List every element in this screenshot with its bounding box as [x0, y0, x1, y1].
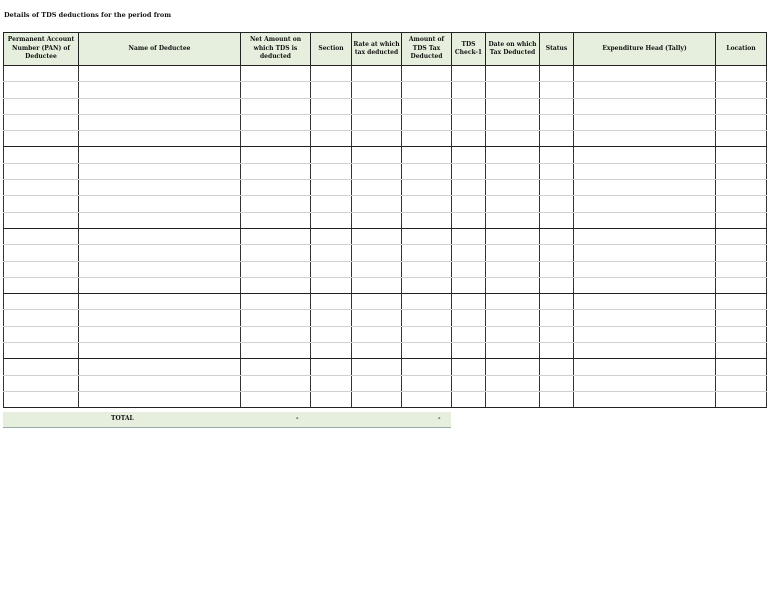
- table-cell[interactable]: [4, 147, 79, 163]
- table-cell[interactable]: [486, 261, 540, 277]
- table-cell[interactable]: [486, 326, 540, 342]
- table-cell[interactable]: [452, 343, 486, 359]
- table-cell[interactable]: [486, 375, 540, 391]
- table-cell[interactable]: [311, 114, 352, 130]
- table-cell[interactable]: [486, 359, 540, 375]
- table-cell[interactable]: [574, 180, 716, 196]
- table-cell[interactable]: [574, 359, 716, 375]
- table-cell[interactable]: [4, 196, 79, 212]
- table-cell[interactable]: [540, 66, 574, 82]
- table-cell[interactable]: [486, 66, 540, 82]
- table-cell[interactable]: [486, 212, 540, 228]
- table-cell[interactable]: [486, 294, 540, 310]
- table-cell[interactable]: [402, 131, 452, 147]
- table-cell[interactable]: [574, 131, 716, 147]
- table-cell[interactable]: [452, 294, 486, 310]
- table-row: [4, 66, 767, 82]
- table-cell[interactable]: [352, 98, 402, 114]
- table-row: [4, 294, 767, 310]
- header-deductee-name: Name of Deductee: [79, 33, 241, 66]
- table-cell[interactable]: [352, 391, 402, 407]
- table-cell[interactable]: [402, 391, 452, 407]
- table-cell[interactable]: [79, 66, 241, 82]
- table-cell[interactable]: [4, 212, 79, 228]
- table-cell[interactable]: [4, 131, 79, 147]
- table-cell[interactable]: [311, 163, 352, 179]
- table-cell[interactable]: [574, 310, 716, 326]
- table-cell[interactable]: [241, 196, 311, 212]
- table-cell[interactable]: [486, 196, 540, 212]
- table-cell[interactable]: [79, 114, 241, 130]
- table-cell[interactable]: [486, 180, 540, 196]
- table-cell[interactable]: [452, 196, 486, 212]
- table-cell[interactable]: [79, 228, 241, 244]
- table-cell[interactable]: [352, 163, 402, 179]
- table-cell[interactable]: [4, 180, 79, 196]
- table-cell[interactable]: [4, 391, 79, 407]
- table-cell[interactable]: [452, 359, 486, 375]
- table-row: [4, 131, 767, 147]
- table-row: [4, 391, 767, 407]
- table-cell[interactable]: [4, 66, 79, 82]
- header-rate: Rate at which tax deducted: [352, 33, 402, 66]
- table-cell[interactable]: [574, 375, 716, 391]
- table-cell[interactable]: [79, 82, 241, 98]
- header-status: Status: [540, 33, 574, 66]
- table-cell[interactable]: [716, 391, 767, 407]
- header-row: [4, 33, 767, 66]
- header-tds-check: TDS Check-1: [452, 33, 486, 66]
- table-cell[interactable]: [241, 359, 311, 375]
- table-cell[interactable]: [79, 98, 241, 114]
- table-cell[interactable]: [241, 163, 311, 179]
- table-cell[interactable]: [716, 163, 767, 179]
- table-cell[interactable]: [716, 310, 767, 326]
- table-cell[interactable]: [402, 228, 452, 244]
- table-cell[interactable]: [79, 277, 241, 293]
- table-cell[interactable]: [540, 196, 574, 212]
- table-cell[interactable]: [352, 294, 402, 310]
- table-cell[interactable]: [540, 294, 574, 310]
- table-cell[interactable]: [241, 375, 311, 391]
- table-row: [4, 147, 767, 163]
- table-cell[interactable]: [574, 228, 716, 244]
- table-row: [4, 180, 767, 196]
- table-cell[interactable]: [452, 326, 486, 342]
- table-cell[interactable]: [4, 277, 79, 293]
- table-cell[interactable]: [4, 310, 79, 326]
- table-row: [4, 163, 767, 179]
- table-cell[interactable]: [574, 98, 716, 114]
- table-cell[interactable]: [486, 245, 540, 261]
- table-cell[interactable]: [4, 359, 79, 375]
- table-cell[interactable]: [716, 326, 767, 342]
- table-cell[interactable]: [4, 326, 79, 342]
- table-row: [4, 98, 767, 114]
- table-cell[interactable]: [79, 245, 241, 261]
- table-cell[interactable]: [352, 277, 402, 293]
- table-cell[interactable]: [352, 375, 402, 391]
- table-cell[interactable]: [452, 131, 486, 147]
- table-cell[interactable]: [716, 228, 767, 244]
- table-cell[interactable]: [574, 261, 716, 277]
- total-tds-amount: -: [438, 415, 441, 422]
- table-cell[interactable]: [79, 147, 241, 163]
- header-location: Location: [716, 33, 767, 66]
- table-cell[interactable]: [574, 277, 716, 293]
- table-cell[interactable]: [4, 114, 79, 130]
- table-cell[interactable]: [311, 359, 352, 375]
- table-cell[interactable]: [352, 147, 402, 163]
- table-cell[interactable]: [716, 277, 767, 293]
- table-cell[interactable]: [352, 131, 402, 147]
- table-cell[interactable]: [79, 391, 241, 407]
- table-cell[interactable]: [402, 359, 452, 375]
- table-cell[interactable]: [241, 277, 311, 293]
- table-cell[interactable]: [716, 196, 767, 212]
- table-cell[interactable]: [540, 245, 574, 261]
- table-cell[interactable]: [452, 261, 486, 277]
- table-cell[interactable]: [540, 131, 574, 147]
- table-cell[interactable]: [486, 163, 540, 179]
- table-cell[interactable]: [4, 228, 79, 244]
- table-cell[interactable]: [574, 114, 716, 130]
- table-cell[interactable]: [352, 326, 402, 342]
- table-cell[interactable]: [486, 114, 540, 130]
- total-label: TOTAL: [111, 415, 134, 422]
- table-cell[interactable]: [352, 310, 402, 326]
- table-cell[interactable]: [311, 180, 352, 196]
- table-cell[interactable]: [311, 228, 352, 244]
- table-cell[interactable]: [311, 326, 352, 342]
- table-row: [4, 82, 767, 98]
- table-cell[interactable]: [540, 326, 574, 342]
- table-cell[interactable]: [311, 212, 352, 228]
- table-cell[interactable]: [311, 343, 352, 359]
- table-cell[interactable]: [486, 277, 540, 293]
- table-cell[interactable]: [241, 261, 311, 277]
- table-cell[interactable]: [352, 228, 402, 244]
- table-body: [4, 66, 767, 408]
- table-cell[interactable]: [452, 66, 486, 82]
- table-cell[interactable]: [540, 82, 574, 98]
- table-cell[interactable]: [716, 131, 767, 147]
- header-pan: Permanent Account Number (PAN) of Deductee: [4, 33, 79, 66]
- table-row: [4, 228, 767, 244]
- table-cell[interactable]: [402, 326, 452, 342]
- table-cell[interactable]: [4, 163, 79, 179]
- table-cell[interactable]: [241, 147, 311, 163]
- table-cell[interactable]: [486, 343, 540, 359]
- table-cell[interactable]: [716, 261, 767, 277]
- table-cell[interactable]: [241, 131, 311, 147]
- table-cell[interactable]: [241, 294, 311, 310]
- table-cell[interactable]: [311, 261, 352, 277]
- table-cell[interactable]: [79, 310, 241, 326]
- table-cell[interactable]: [4, 375, 79, 391]
- table-cell[interactable]: [540, 228, 574, 244]
- table-cell[interactable]: [79, 180, 241, 196]
- table-row: [4, 114, 767, 130]
- table-cell[interactable]: [716, 343, 767, 359]
- table-cell[interactable]: [486, 391, 540, 407]
- table-cell[interactable]: [540, 391, 574, 407]
- header-expenditure-head: Expenditure Head (Tally): [574, 33, 716, 66]
- table-cell[interactable]: [452, 245, 486, 261]
- table-cell[interactable]: [452, 228, 486, 244]
- table-cell[interactable]: [241, 326, 311, 342]
- table-cell[interactable]: [4, 82, 79, 98]
- table-cell[interactable]: [352, 82, 402, 98]
- table-cell[interactable]: [241, 98, 311, 114]
- table-cell[interactable]: [486, 310, 540, 326]
- table-cell[interactable]: [452, 114, 486, 130]
- table-row: [4, 310, 767, 326]
- table-cell[interactable]: [311, 147, 352, 163]
- table-cell[interactable]: [79, 131, 241, 147]
- table-row: [4, 277, 767, 293]
- table-cell[interactable]: [241, 66, 311, 82]
- table-cell[interactable]: [79, 326, 241, 342]
- table-cell[interactable]: [540, 343, 574, 359]
- table-cell[interactable]: [402, 375, 452, 391]
- table-cell[interactable]: [402, 294, 452, 310]
- table-cell[interactable]: [241, 228, 311, 244]
- table-cell[interactable]: [352, 343, 402, 359]
- table-cell[interactable]: [452, 277, 486, 293]
- table-cell[interactable]: [352, 212, 402, 228]
- table-cell[interactable]: [716, 98, 767, 114]
- table-cell[interactable]: [402, 196, 452, 212]
- table-cell[interactable]: [452, 375, 486, 391]
- table-row: [4, 375, 767, 391]
- table-cell[interactable]: [716, 294, 767, 310]
- table-cell[interactable]: [486, 131, 540, 147]
- table-row: [4, 212, 767, 228]
- table-cell[interactable]: [402, 343, 452, 359]
- table-cell[interactable]: [540, 375, 574, 391]
- table-cell[interactable]: [716, 82, 767, 98]
- table-cell[interactable]: [4, 343, 79, 359]
- header-tds-amount: Amount of TDS Tax Deducted: [402, 33, 452, 66]
- table-cell[interactable]: [79, 163, 241, 179]
- table-cell[interactable]: [716, 245, 767, 261]
- table-cell[interactable]: [574, 82, 716, 98]
- table-cell[interactable]: [716, 147, 767, 163]
- table-cell[interactable]: [241, 245, 311, 261]
- table-cell[interactable]: [311, 131, 352, 147]
- table-cell[interactable]: [540, 310, 574, 326]
- table-cell[interactable]: [716, 114, 767, 130]
- table-cell[interactable]: [402, 261, 452, 277]
- table-cell[interactable]: [311, 310, 352, 326]
- table-cell[interactable]: [452, 391, 486, 407]
- table-cell[interactable]: [486, 147, 540, 163]
- table-cell[interactable]: [452, 180, 486, 196]
- table-cell[interactable]: [574, 66, 716, 82]
- table-cell[interactable]: [402, 98, 452, 114]
- table-cell[interactable]: [540, 114, 574, 130]
- table-cell[interactable]: [241, 180, 311, 196]
- table-cell[interactable]: [402, 245, 452, 261]
- table-cell[interactable]: [402, 277, 452, 293]
- table-cell[interactable]: [311, 294, 352, 310]
- table-cell[interactable]: [540, 277, 574, 293]
- table-cell[interactable]: [452, 310, 486, 326]
- table-cell[interactable]: [79, 294, 241, 310]
- table-row: [4, 245, 767, 261]
- table-cell[interactable]: [311, 391, 352, 407]
- table-cell[interactable]: [540, 180, 574, 196]
- table-cell[interactable]: [540, 147, 574, 163]
- table-cell[interactable]: [352, 196, 402, 212]
- header-net-amount: Net Amount on which TDS is deducted: [241, 33, 311, 66]
- table-cell[interactable]: [311, 196, 352, 212]
- table-cell[interactable]: [540, 261, 574, 277]
- table-cell[interactable]: [486, 98, 540, 114]
- table-cell[interactable]: [716, 212, 767, 228]
- table-row: [4, 343, 767, 359]
- table-cell[interactable]: [574, 147, 716, 163]
- table-cell[interactable]: [311, 277, 352, 293]
- table-cell[interactable]: [574, 343, 716, 359]
- table-cell[interactable]: [574, 294, 716, 310]
- table-cell[interactable]: [79, 196, 241, 212]
- table-cell[interactable]: [452, 147, 486, 163]
- table-cell[interactable]: [716, 66, 767, 82]
- sheet-title: Details of TDS deductions for the period from: [4, 11, 172, 19]
- table-cell[interactable]: [540, 163, 574, 179]
- table-cell[interactable]: [241, 114, 311, 130]
- table-cell[interactable]: [574, 196, 716, 212]
- table-cell[interactable]: [574, 245, 716, 261]
- table-row: [4, 261, 767, 277]
- table-cell[interactable]: [311, 82, 352, 98]
- table-cell[interactable]: [574, 212, 716, 228]
- table-cell[interactable]: [402, 180, 452, 196]
- table-cell[interactable]: [241, 343, 311, 359]
- table-cell[interactable]: [402, 66, 452, 82]
- table-cell[interactable]: [311, 98, 352, 114]
- table-cell[interactable]: [311, 66, 352, 82]
- table-cell[interactable]: [241, 391, 311, 407]
- table-row: [4, 359, 767, 375]
- table-cell[interactable]: [79, 261, 241, 277]
- table-cell[interactable]: [452, 82, 486, 98]
- table-cell[interactable]: [402, 310, 452, 326]
- tds-deductions-table: [3, 32, 767, 408]
- header-date-deducted: Date on which Tax Deducted: [486, 33, 540, 66]
- table-cell[interactable]: [4, 294, 79, 310]
- table-cell[interactable]: [452, 163, 486, 179]
- table-cell[interactable]: [352, 359, 402, 375]
- table-cell[interactable]: [4, 98, 79, 114]
- table-cell[interactable]: [352, 261, 402, 277]
- table-cell[interactable]: [716, 375, 767, 391]
- table-cell[interactable]: [574, 391, 716, 407]
- total-net-amount: -: [296, 415, 299, 422]
- table-cell[interactable]: [4, 245, 79, 261]
- table-cell[interactable]: [79, 359, 241, 375]
- table-cell[interactable]: [352, 66, 402, 82]
- table-cell[interactable]: [486, 82, 540, 98]
- table-cell[interactable]: [402, 114, 452, 130]
- table-cell[interactable]: [402, 82, 452, 98]
- table-cell[interactable]: [452, 212, 486, 228]
- table-cell[interactable]: [352, 114, 402, 130]
- table-cell[interactable]: [4, 261, 79, 277]
- table-cell[interactable]: [486, 228, 540, 244]
- table-cell[interactable]: [716, 359, 767, 375]
- table-cell[interactable]: [716, 180, 767, 196]
- table-cell[interactable]: [241, 310, 311, 326]
- table-cell[interactable]: [241, 212, 311, 228]
- table-row: [4, 196, 767, 212]
- table-cell[interactable]: [452, 98, 486, 114]
- header-section: Section: [311, 33, 352, 66]
- table-cell[interactable]: [540, 98, 574, 114]
- table-cell[interactable]: [79, 375, 241, 391]
- table-cell[interactable]: [311, 375, 352, 391]
- table-cell[interactable]: [540, 212, 574, 228]
- table-cell[interactable]: [79, 212, 241, 228]
- total-row: [3, 412, 451, 428]
- table-cell[interactable]: [352, 180, 402, 196]
- table-cell[interactable]: [241, 82, 311, 98]
- table-cell[interactable]: [574, 163, 716, 179]
- table-cell[interactable]: [352, 245, 402, 261]
- table-cell[interactable]: [540, 359, 574, 375]
- table-cell[interactable]: [311, 245, 352, 261]
- table-row: [4, 326, 767, 342]
- table-cell[interactable]: [402, 212, 452, 228]
- table-cell[interactable]: [79, 343, 241, 359]
- table-cell[interactable]: [574, 326, 716, 342]
- table-cell[interactable]: [402, 147, 452, 163]
- table-cell[interactable]: [402, 163, 452, 179]
